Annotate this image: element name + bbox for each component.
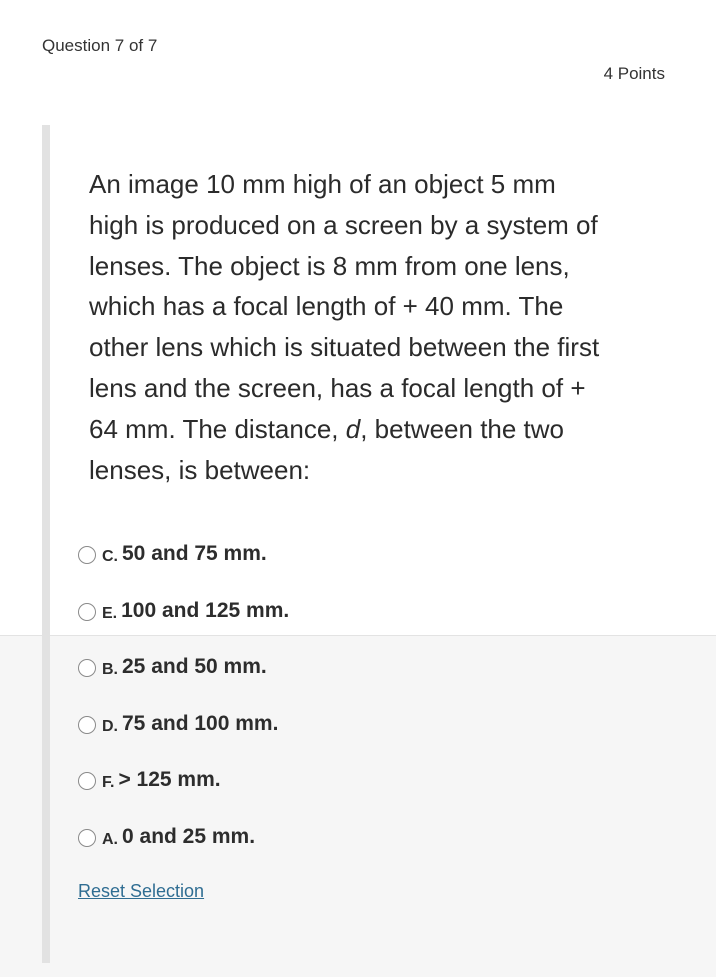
distance-variable: d xyxy=(345,413,361,444)
radio-button[interactable] xyxy=(78,546,96,564)
option-f[interactable] xyxy=(78,766,289,823)
question-counter: Question 7 of 7 xyxy=(42,36,158,55)
option-letter: C. xyxy=(102,548,118,565)
option-text: > 125 mm. xyxy=(118,768,221,792)
question-text xyxy=(89,164,609,490)
option-e[interactable] xyxy=(78,597,289,654)
option-c[interactable] xyxy=(78,540,289,597)
option-d[interactable] xyxy=(78,710,289,767)
reset-selection-link[interactable]: Reset Selection xyxy=(78,881,205,901)
question-text-part-2: , between the two lenses, is between: xyxy=(89,413,565,485)
option-b[interactable] xyxy=(78,653,289,710)
option-letter: E. xyxy=(102,604,118,622)
option-text: 25 and 50 mm. xyxy=(122,655,267,679)
option-text: 50 and 75 mm. xyxy=(122,542,267,565)
option-a[interactable] xyxy=(78,823,289,880)
radio-button[interactable] xyxy=(78,716,96,734)
option-letter: D. xyxy=(102,717,118,735)
radio-button[interactable] xyxy=(78,603,96,621)
question-left-bar xyxy=(42,125,50,963)
radio-button[interactable] xyxy=(78,829,96,847)
question-text-part-1: An image 10 mm high of an object 5 mm high is produced on a screen by a system of lenses. The object is 8 mm from one lens, which has a focal length of + 40 mm. The other lens which is situated between the first lens and the screen, has a focal length of + 64 mm. The distance, xyxy=(89,169,600,444)
option-letter: F. xyxy=(102,774,115,792)
radio-button[interactable] xyxy=(78,659,96,677)
answer-options xyxy=(78,540,289,880)
option-text: 100 and 125 mm. xyxy=(121,598,290,622)
radio-button[interactable] xyxy=(78,772,96,790)
option-letter: A. xyxy=(102,830,118,848)
option-letter: B. xyxy=(102,661,118,679)
points-label: 4 Points xyxy=(603,64,665,83)
option-text: 75 and 100 mm. xyxy=(122,711,279,735)
option-text: 0 and 25 mm. xyxy=(122,824,256,848)
